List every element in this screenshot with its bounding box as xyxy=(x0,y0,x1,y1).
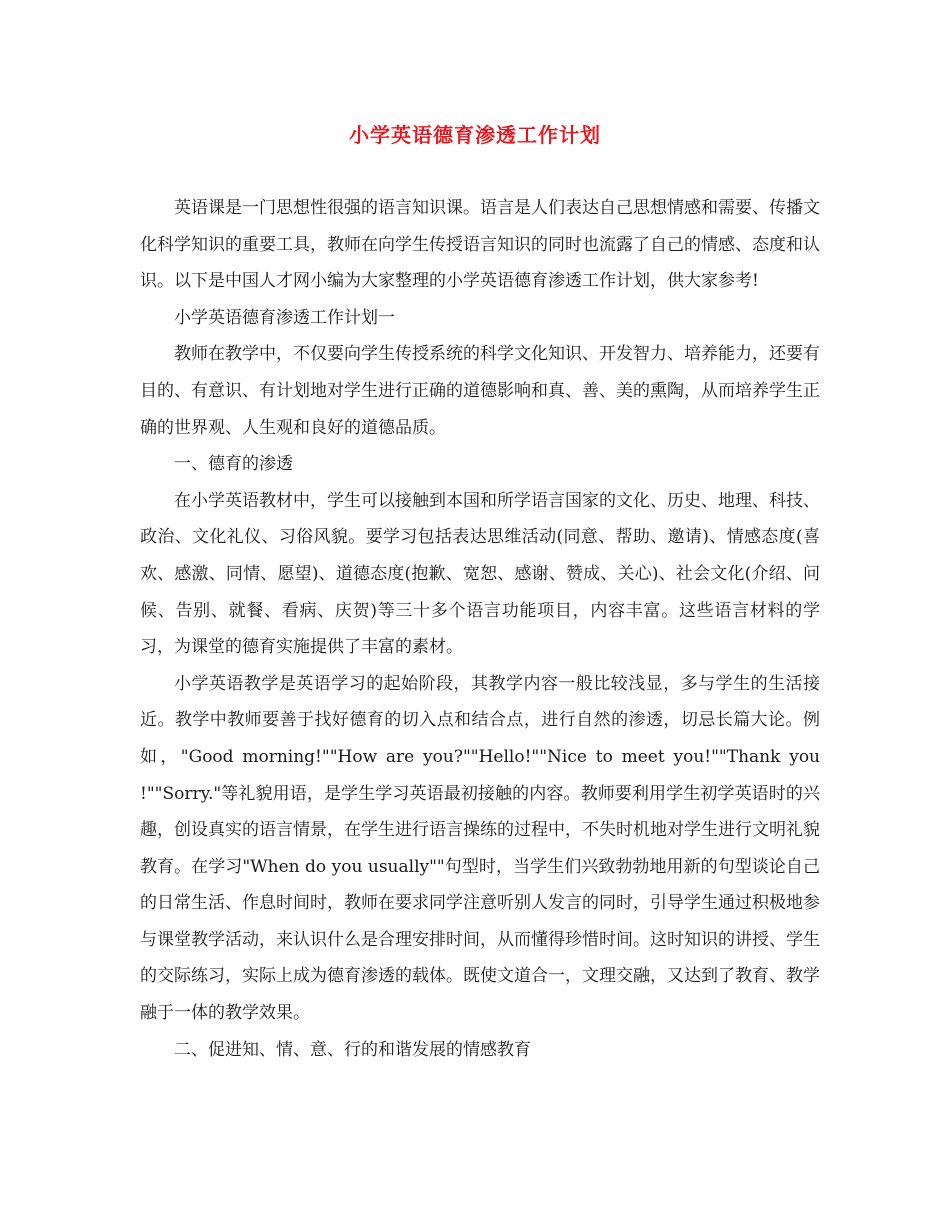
paragraph-plan-heading: 小学英语德育渗透工作计划一 xyxy=(174,307,395,328)
document-title: 小学英语德育渗透工作计划 xyxy=(349,123,601,147)
paragraph-section-one-heading: 一、德育的渗透 xyxy=(174,454,293,475)
paragraph-teaching-examples: 小学英语教学是英语学习的起始阶段，其教学内容一般比较浅显，多与学生的生活接近。教学中教师要善于找好德育的切入点和结合点，进行自然的渗透，切忌长篇大论。例如，"Good morning!""How are you?""Hello!""Nice to meet you!""Thank you !""Sorry."等礼貌用语，是学生学习英语最初接触的内容。教师要利用学生初学英语时的兴趣，创设真实的语言情景，在学生进行语言操练的过程中，不失时机地对学生进行文明礼貌教育。在学习"When do you usually""句型时，当学生们兴致勃勃地用新的句型谈论自己的日常生活、作息时间时，教师在要求同学注意听别人发言的同时，引导学生通过积极地参与课堂教学活动，来认识什么是合理安排时间，从而懂得珍惜时间。这时知识的讲授、学生的交际练习，实际上成为德育渗透的载体。既使文道合一，文理交融，又达到了教育、教学融于一体的教学效果。 xyxy=(140,673,820,1024)
paragraph-section-two-heading: 二、促进知、情、意、行的和谐发展的情感教育 xyxy=(174,1039,531,1060)
document-body xyxy=(140,190,820,1068)
paragraph-intro: 英语课是一门思想性很强的语言知识课。语言是人们表达自己思想情感和需要、传播文化科学知识的重要工具，教师在向学生传授语言知识的同时也流露了自己的情感、态度和认识。以下是中国人才网小编为大家整理的小学英语德育渗透工作计划，供大家参考! xyxy=(140,198,820,292)
paragraph-textbook-content: 在小学英语教材中，学生可以接触到本国和所学语言国家的文化、历史、地理、科技、政治、文化礼仪、习俗风貌。要学习包括表达思维活动(同意、帮助、邀请)、情感态度(喜欢、感激、同情、愿望)、道德态度(抱歉、宽恕、感谢、赞成、关心)、社会文化(介绍、问候、告别、就餐、看病、庆贺)等三十多个语言功能项目，内容丰富。这些语言材料的学习，为课堂的德育实施提供了丰富的素材。 xyxy=(140,490,820,658)
paragraph-teacher-role: 教师在教学中，不仅要向学生传授系统的科学文化知识、开发智力、培养能力，还要有目的、有意识、有计划地对学生进行正确的道德影响和真、善、美的熏陶，从而培养学生正确的世界观、人生观和良好的道德品质。 xyxy=(140,344,820,438)
